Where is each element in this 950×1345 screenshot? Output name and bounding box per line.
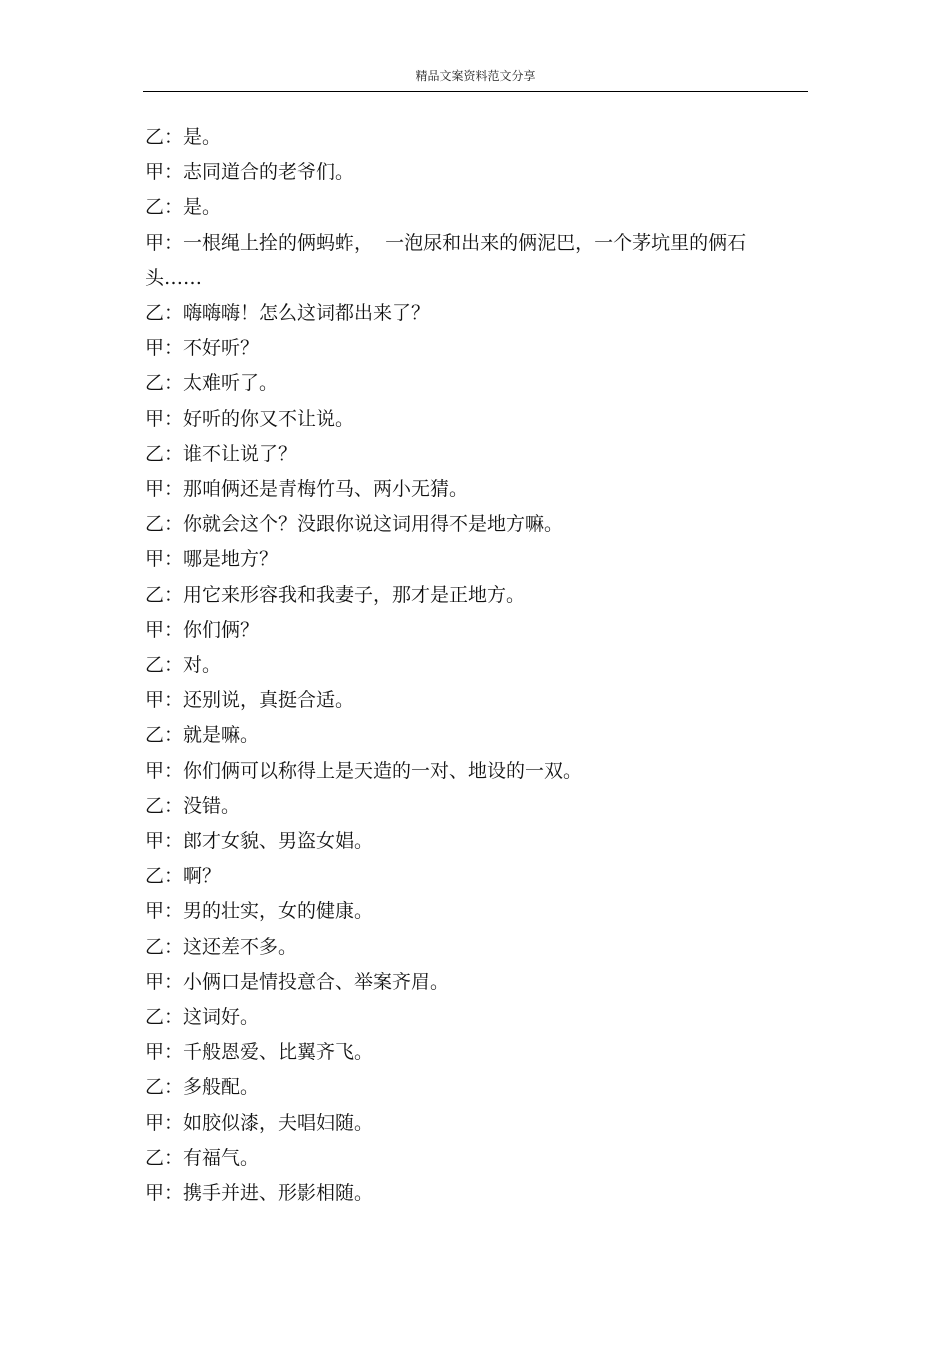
utterance: 小俩口是情投意合、举案齐眉。 [183,970,450,993]
speaker: 甲 [145,970,165,993]
page-header: 精品文案资料范文分享 [415,69,536,83]
dialogue-line: 乙：多般配。 [145,1076,260,1099]
speaker: 乙 [145,654,165,677]
utterance: 好听的你又不让说。 [183,407,355,430]
speaker: 乙 [145,302,165,325]
dialogue-line: 乙：谁不让说了？ [145,442,298,465]
speaker: 甲 [145,478,165,501]
dialogue-line: 乙：你就会这个？没跟你说这词用得不是地方嘛。 [145,513,564,536]
utterance: 不好听？ [183,337,260,360]
speaker: 乙 [145,372,165,395]
dialogue-body [145,120,795,1211]
speaker: 乙 [145,513,165,536]
utterance: 携手并进、形影相随。 [183,1182,374,1205]
dialogue-line: 甲：你们俩可以称得上是天造的一对、地设的一双。 [145,759,583,782]
speaker: 甲 [145,231,165,254]
utterance: 这还差不多。 [183,935,298,958]
speaker: 乙 [145,126,165,148]
utterance: 啊？ [183,865,222,888]
utterance: 一根绳上拴的俩蚂蚱， 一泡尿和出来的俩泥巴，一个茅坑里的俩石头…… [145,231,747,289]
utterance: 你们俩可以称得上是天造的一对、地设的一双。 [183,759,583,782]
dialogue-line: 甲：志同道合的老爷们。 [145,161,355,184]
utterance: 太难听了。 [183,372,279,395]
utterance: 是。 [183,196,222,219]
dialogue-line: 甲：男的壮实，女的健康。 [145,900,374,923]
dialogue-line: 乙：就是嘛。 [145,724,260,747]
dialogue-line: 乙：是。 [145,126,222,148]
utterance: 志同道合的老爷们。 [183,161,355,184]
speaker: 甲 [145,759,165,782]
speaker: 乙 [145,794,165,817]
speaker: 甲 [145,689,165,712]
dialogue-line: 甲：郎才女貌、男盗女娼。 [145,830,374,853]
utterance: 没错。 [183,794,241,817]
speaker: 乙 [145,196,165,219]
dialogue-line: 甲：哪是地方？ [145,548,279,571]
dialogue-line: 乙：对。 [145,654,222,677]
dialogue-line: 甲：不好听？ [145,337,260,360]
utterance: 用它来形容我和我妻子，那才是正地方。 [183,583,526,606]
utterance: 如胶似漆，夫唱妇随。 [183,1111,374,1134]
speaker: 甲 [145,337,165,360]
dialogue-line: 乙：没错。 [145,794,241,817]
dialogue-line: 甲：如胶似漆，夫唱妇随。 [145,1111,374,1134]
dialogue-line: 甲：小俩口是情投意合、举案齐眉。 [145,970,450,993]
speaker: 乙 [145,724,165,747]
speaker: 乙 [145,1006,165,1029]
dialogue-line: 甲：还别说，真挺合适。 [145,689,355,712]
dialogue-line: 甲：一根绳上拴的俩蚂蚱， 一泡尿和出来的俩泥巴，一个茅坑里的俩石头…… [145,231,747,289]
speaker: 甲 [145,618,165,641]
speaker: 乙 [145,935,165,958]
utterance: 对。 [183,654,222,677]
utterance: 哪是地方？ [183,548,279,571]
utterance: 有福气。 [183,1146,260,1169]
dialogue-line: 甲：携手并进、形影相随。 [145,1182,374,1205]
utterance: 还别说，真挺合适。 [183,689,355,712]
speaker: 乙 [145,442,165,465]
speaker: 乙 [145,865,165,888]
dialogue-line: 乙：太难听了。 [145,372,279,395]
utterance: 郎才女貌、男盗女娼。 [183,830,374,853]
utterance: 你们俩？ [183,618,260,641]
speaker: 甲 [145,1111,165,1134]
speaker: 甲 [145,900,165,923]
dialogue-line: 甲：那咱俩还是青梅竹马、两小无猜。 [145,478,469,501]
speaker: 乙 [145,583,165,606]
utterance: 就是嘛。 [183,724,260,747]
dialogue-line: 甲：千般恩爱、比翼齐飞。 [145,1041,374,1064]
dialogue-line: 甲：你们俩？ [145,618,260,641]
dialogue-line: 甲：好听的你又不让说。 [145,407,355,430]
utterance: 千般恩爱、比翼齐飞。 [183,1041,374,1064]
speaker: 甲 [145,1041,165,1064]
dialogue-line: 乙：嗨嗨嗨！怎么这词都出来了？ [145,302,431,325]
dialogue-line: 乙：有福气。 [145,1146,260,1169]
utterance: 男的壮实，女的健康。 [183,900,374,923]
header-divider [143,91,808,92]
utterance: 谁不让说了？ [183,442,298,465]
dialogue-line: 乙：啊？ [145,865,222,888]
utterance: 那咱俩还是青梅竹马、两小无猜。 [183,478,469,501]
dialogue-line: 乙：用它来形容我和我妻子，那才是正地方。 [145,583,526,606]
utterance: 是。 [183,126,222,148]
speaker: 甲 [145,830,165,853]
utterance: 多般配。 [183,1076,260,1099]
speaker: 甲 [145,548,165,571]
utterance: 你就会这个？没跟你说这词用得不是地方嘛。 [183,513,564,536]
speaker: 乙 [145,1076,165,1099]
dialogue-line: 乙：这还差不多。 [145,935,298,958]
utterance: 嗨嗨嗨！怎么这词都出来了？ [183,302,431,325]
dialogue-line: 乙：这词好。 [145,1006,260,1029]
speaker: 甲 [145,407,165,430]
utterance: 这词好。 [183,1006,260,1029]
speaker: 甲 [145,161,165,184]
speaker: 甲 [145,1182,165,1205]
speaker: 乙 [145,1146,165,1169]
dialogue-line: 乙：是。 [145,196,222,219]
